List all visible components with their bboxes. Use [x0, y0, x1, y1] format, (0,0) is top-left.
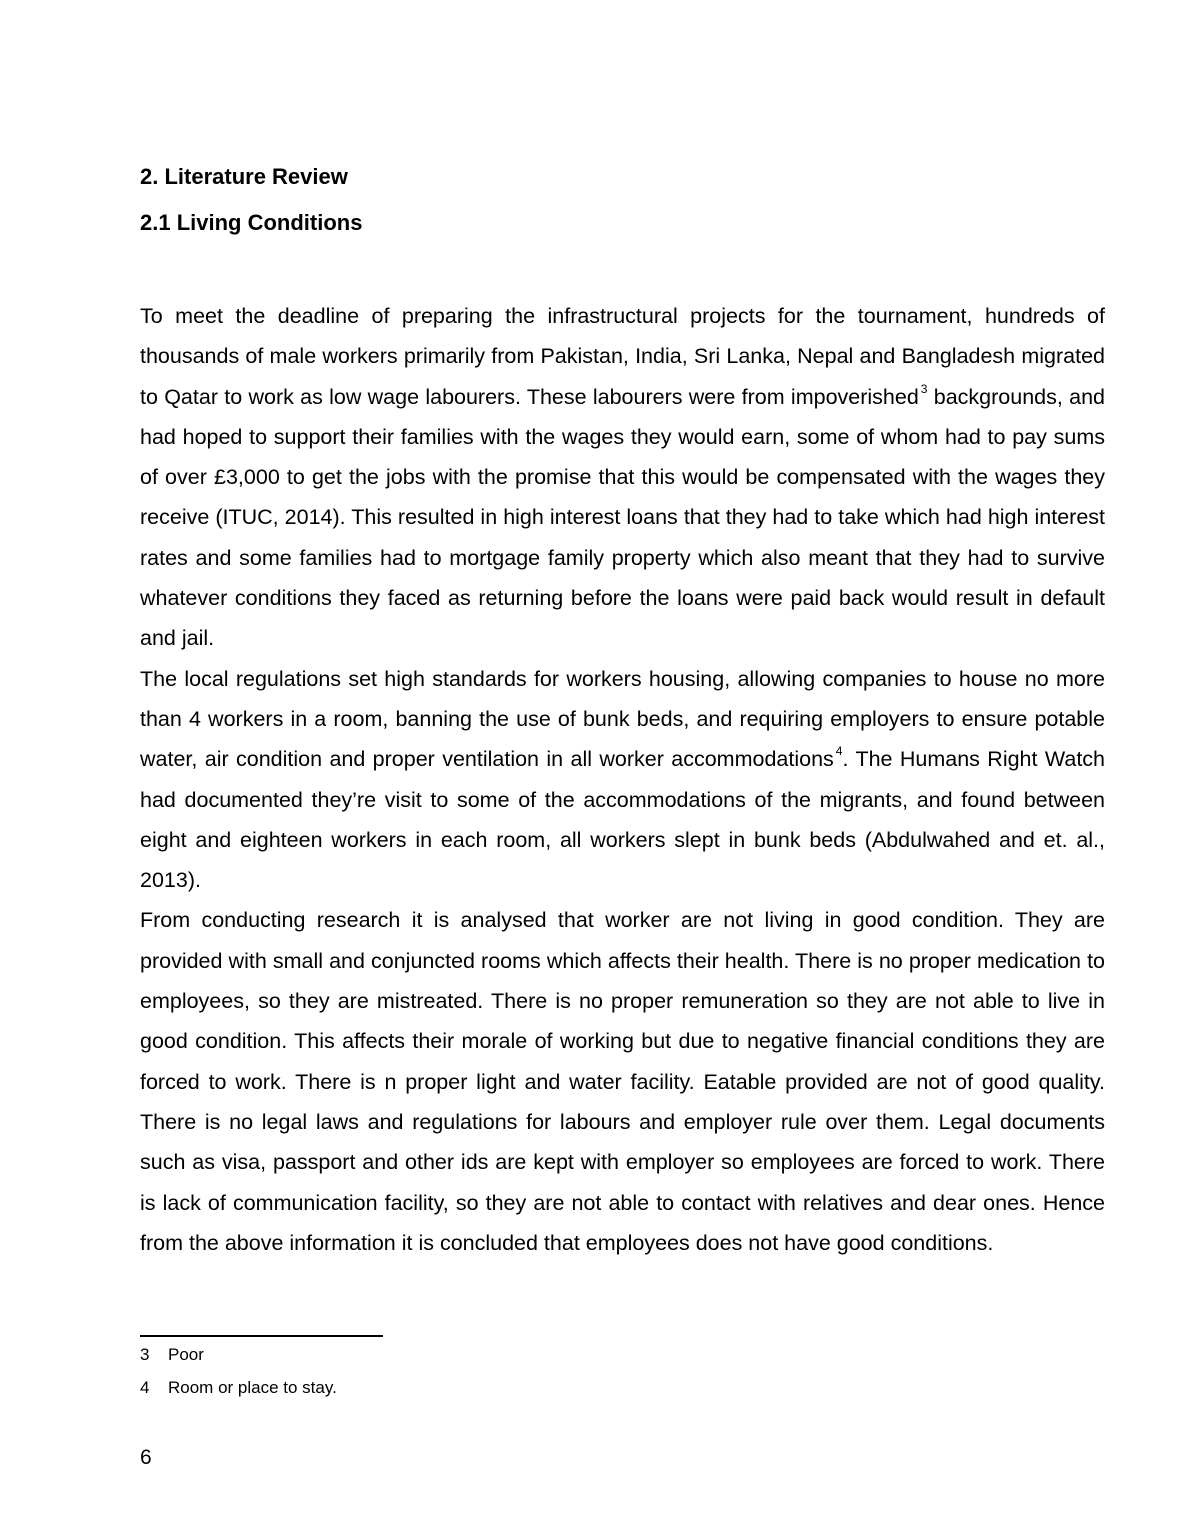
footnote-text: Poor: [168, 1345, 204, 1364]
footnote-3: [140, 1345, 204, 1365]
body-text: [140, 296, 1105, 1263]
paragraph-1-text-a: To meet the deadline of preparing the infrastructural projects for the tournament, hundreds of thousands of male workers primarily from Pakistan, India, Sri Lanka, Nepal and Bangladesh migrated to Qatar to work as low wage labourers. These labourers were from impoverished: [140, 304, 1105, 409]
paragraph-1: [140, 296, 1105, 659]
section-heading: 2. Literature Review: [140, 164, 348, 189]
paragraph-2-text-a: The local regulations set high standards for workers housing, allowing companies to house no more than 4 workers in a room, banning the use of bunk beds, and requiring employers to ensure potable water, air condition and proper ventilation in all worker accommodations: [140, 666, 1105, 772]
footnote-number: 4: [140, 1378, 150, 1397]
footnote-number: 3: [140, 1345, 150, 1364]
paragraph-2: [140, 659, 1105, 901]
footnote-ref-4: 4: [835, 744, 843, 759]
footnote-separator: [140, 1335, 383, 1337]
footnote-text: Room or place to stay.: [168, 1378, 337, 1397]
paragraph-1-text-b: backgrounds, and had hoped to support their families with the wages they would earn, some of whom had to pay sums of over £3,000 to get the jobs with the promise that this would be compensated with the wages they receive (ITUC, 2014). This resulted in high interest loans that they had to take which had high interest rates and some families had to mortgage family property which also meant that they had to survive whatever conditions they faced as returning before the loans were paid back would result in default and jail.: [140, 384, 1105, 651]
footnote-4: [140, 1378, 337, 1398]
paragraph-3: From conducting research it is analysed that worker are not living in good condition. They are provided with small and conjuncted rooms which affects their health. There is no proper medication to employees, so they are mistreated. There is no proper remuneration so they are not able to live in good condition. This affects their morale of working but due to negative financial conditions they are forced to work. There is n proper light and water facility. Eatable provided are not of good quality. There is no legal laws and regulations for labours and employer rule over them. Legal documents such as visa, passport and other ids are kept with employer so employees are forced to work. There is lack of communication facility, so they are not able to contact with relatives and dear ones. Hence from the above information it is concluded that employees does not have good conditions.: [140, 908, 1105, 1255]
page-number: 6: [140, 1446, 152, 1469]
footnote-ref-3: 3: [920, 381, 928, 396]
paragraph-2-text-b: . The Humans Right Watch had documented they’re visit to some of the accommodations of the migrants, and found between eight and eighteen workers in each room, all workers slept in bunk beds (Abdulwahed and et. al., 2013).: [140, 747, 1105, 893]
subsection-heading: 2.1 Living Conditions: [140, 210, 363, 235]
